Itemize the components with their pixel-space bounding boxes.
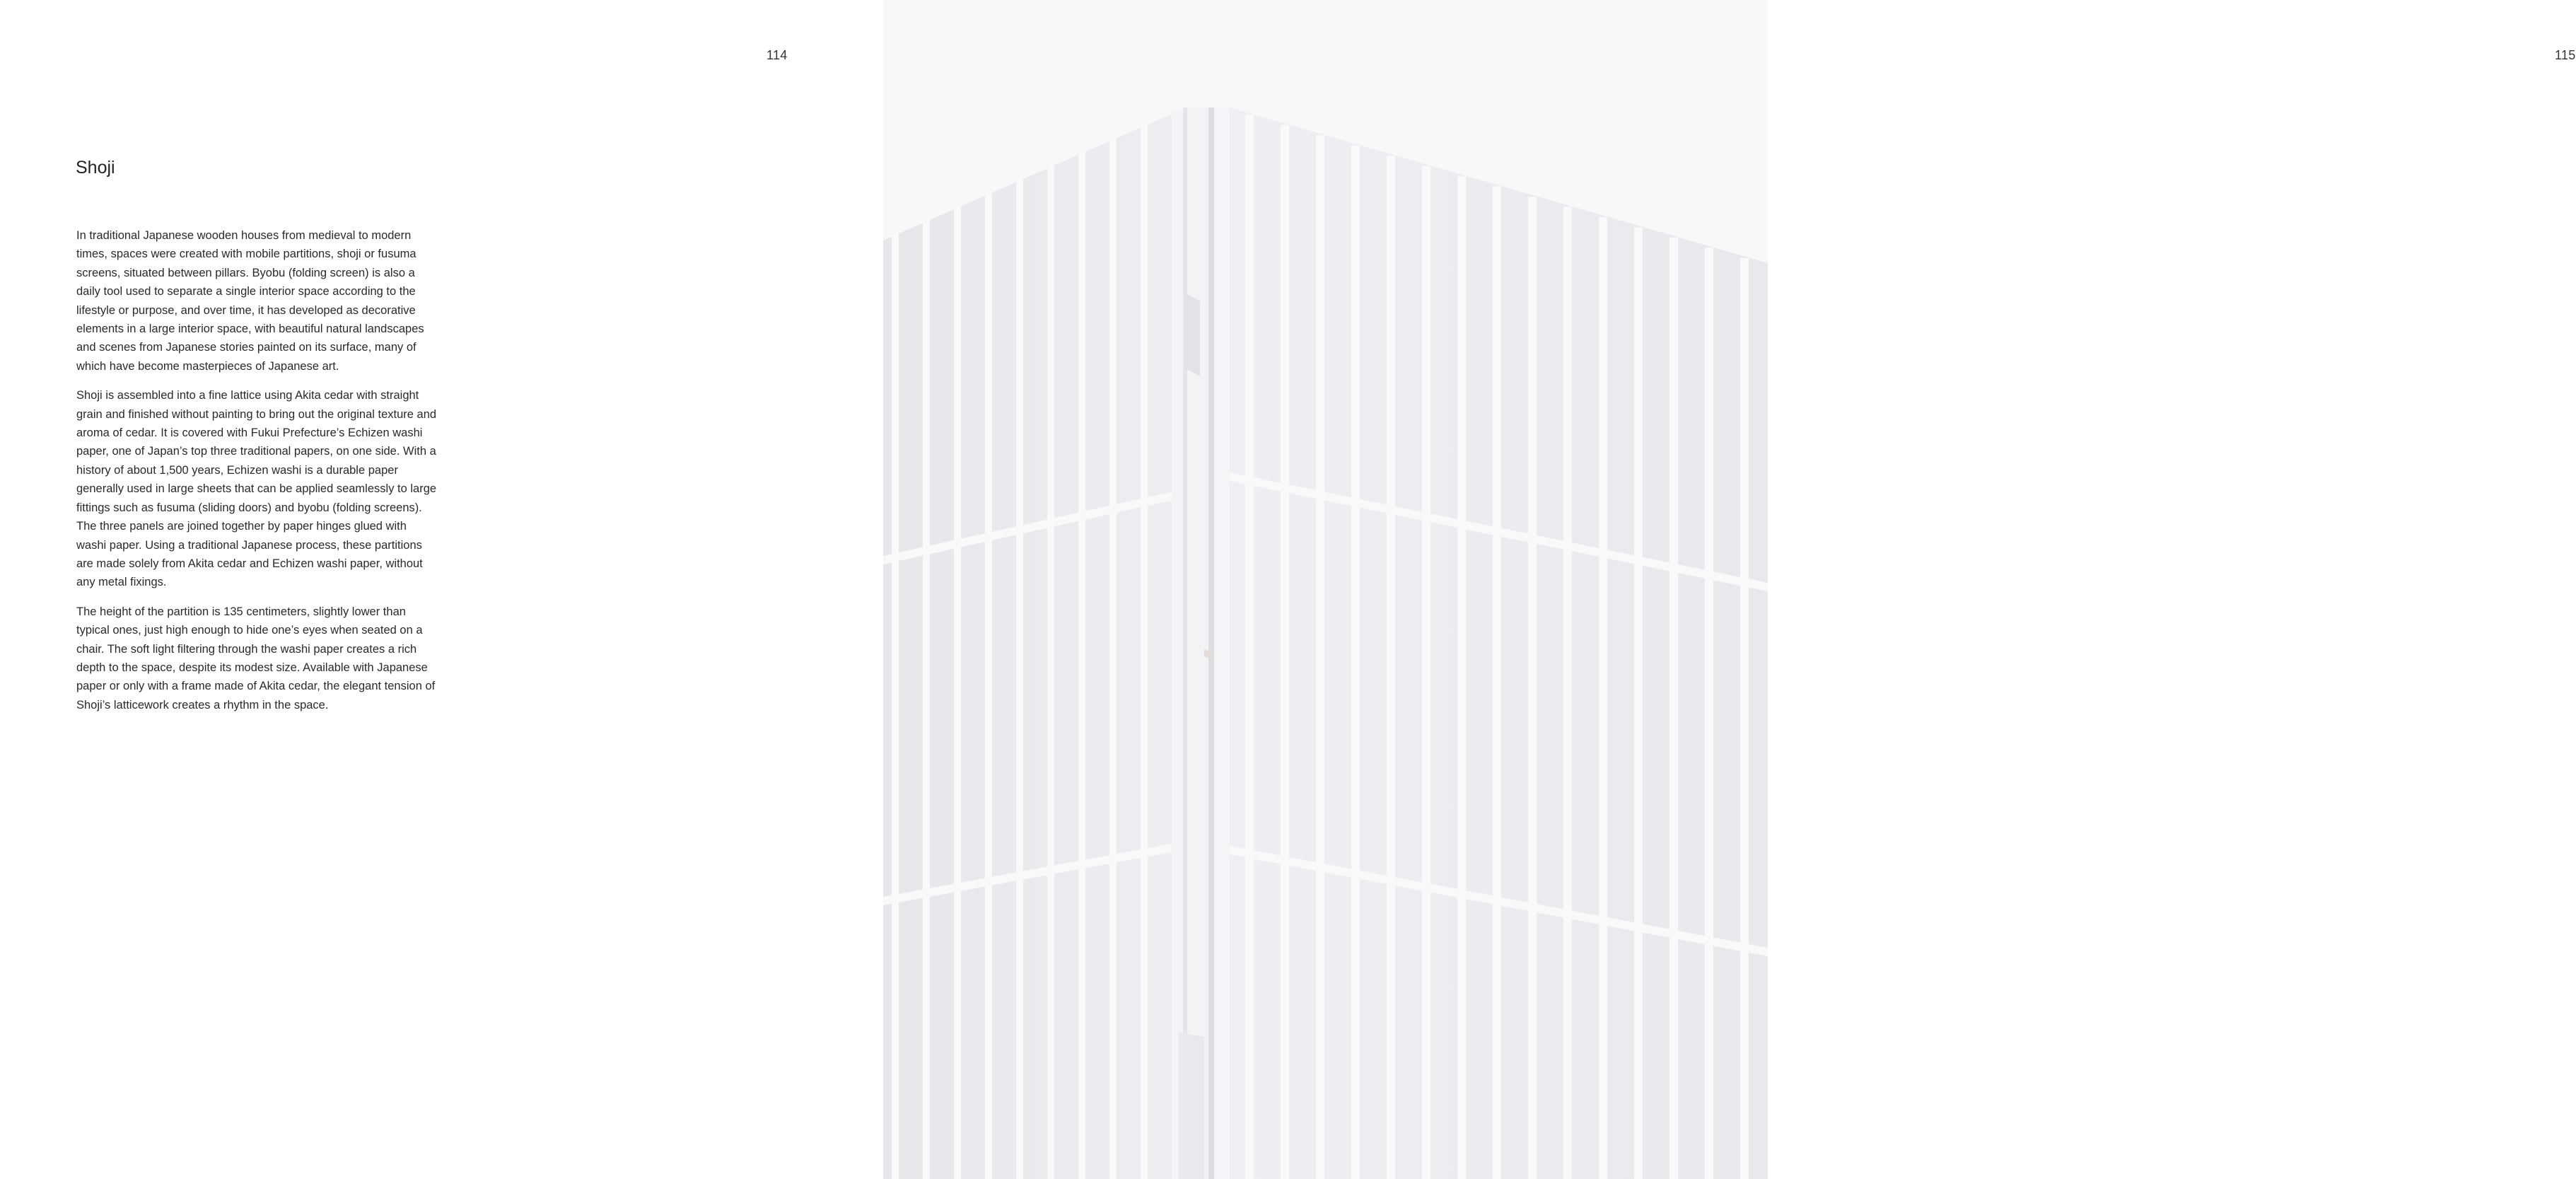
lattice-bar bbox=[954, 207, 961, 1179]
article-title: Shoji bbox=[76, 158, 115, 178]
lattice-bar bbox=[1078, 152, 1085, 1179]
paragraph-3: The height of the partition is 135 centimeters, slightly lower than typical ones, just high enough to hide one’s eyes when seated on a chair. The soft light filtering through the washi paper creates a rich depth to the space, despite its modest size. Available with Japanese paper or only with a frame made of Akita cedar, the elegant tension of Shoji’s latticework creates a rhythm in the space. bbox=[76, 605, 436, 712]
shoji-screen-photo bbox=[883, 0, 1768, 1179]
lattice-bar bbox=[1634, 227, 1643, 1179]
paragraph-1: In traditional Japanese wooden houses from medieval to modern times, spaces were created with mobile partitions, shoji or fusuma screens, situated between pillars. Byobu (folding screen) is also a daily tool used to separate a single interior space according to the lifestyle or purpose, and over time, it has developed as decorative elements in a large interior space, with beautiful natural landscapes and scenes from Japanese stories painted on its surface, many of which have become masterpieces of Japanese art. bbox=[76, 229, 424, 373]
left-page bbox=[0, 0, 883, 1179]
lattice-bar bbox=[1493, 187, 1501, 1179]
lattice-bar bbox=[1047, 165, 1054, 1179]
lattice-bar bbox=[1457, 176, 1466, 1179]
lattice-bar bbox=[1387, 156, 1395, 1179]
lattice-bar bbox=[1740, 258, 1749, 1179]
page-number-right: 115 bbox=[2555, 48, 2576, 62]
lattice-bar bbox=[1141, 124, 1148, 1179]
paragraph-2: Shoji is assembled into a fine lattice using Akita cedar with straight grain and finished without painting to bring out the original texture and aroma of cedar. It is covered with Fukui Prefecture’s Echizen washi paper, one of Japan’s top three traditional papers, on one side. With a history of about 1,500 years, Echizen washi is a durable paper generally used in large sheets that can be applied seamlessly to large fittings such as fusuma (sliding doors) and byobu (folding screens). The three panels are joined together by paper hinges glued with washi paper. Using a traditional Japanese process, these partitions are made solely from Akita cedar and Echizen washi paper, without any metal fixings. bbox=[76, 389, 437, 589]
lattice-bar bbox=[1705, 248, 1713, 1179]
right-shoji-panel bbox=[1214, 108, 1768, 1179]
lattice-bar bbox=[923, 220, 930, 1179]
article-body bbox=[76, 226, 438, 725]
lattice-bar bbox=[1281, 125, 1289, 1179]
lattice-bar bbox=[1316, 135, 1324, 1179]
lattice-bar bbox=[1563, 207, 1572, 1179]
right-page bbox=[883, 0, 2576, 1179]
lattice-bar bbox=[985, 193, 992, 1179]
lattice-bar bbox=[1109, 139, 1117, 1179]
lattice-bar bbox=[892, 234, 899, 1179]
lattice-bar bbox=[1245, 115, 1254, 1179]
lattice-bar bbox=[1351, 146, 1360, 1179]
lattice-bar bbox=[1669, 238, 1678, 1179]
lattice-bar bbox=[1422, 166, 1430, 1179]
left-shoji-panel bbox=[883, 109, 1183, 1179]
lattice-bar bbox=[1528, 197, 1537, 1179]
lattice-bar bbox=[1016, 180, 1023, 1179]
lattice-bar bbox=[1599, 217, 1607, 1179]
page-number-left: 114 bbox=[767, 48, 788, 62]
